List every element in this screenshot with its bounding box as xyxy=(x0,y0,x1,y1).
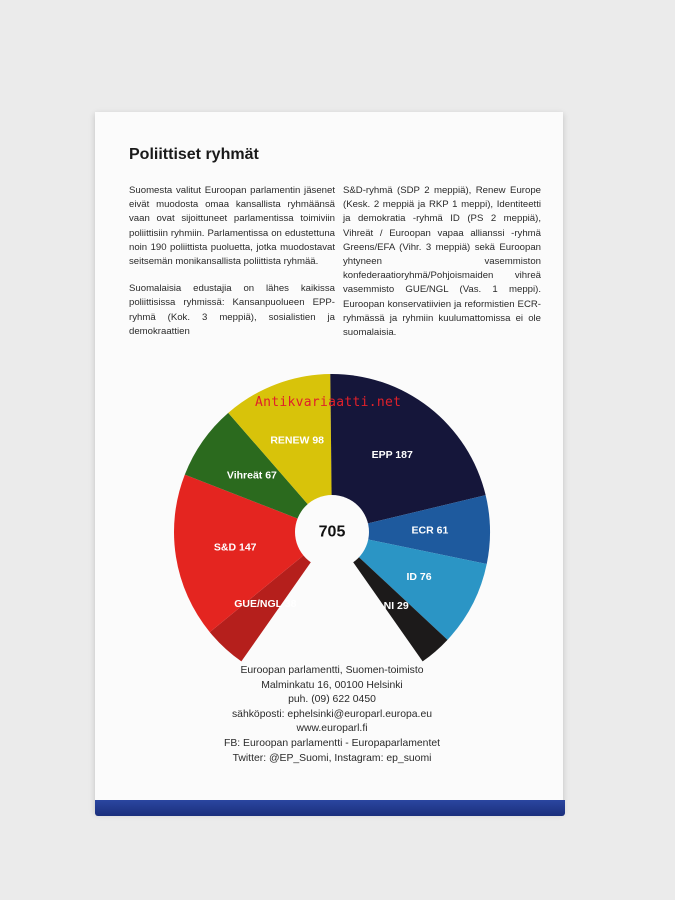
contact-web: www.europarl.fi xyxy=(296,723,368,735)
chart-label-id: ID 76 xyxy=(406,571,432,583)
paragraph: Suomalaisia edustajia on lähes kaikissa poliittisissa ryhmissä: Kansanpuolueen EPP-ryhmä (Kok. 3 meppiä), sosialistien ja demokraattien xyxy=(129,283,335,337)
contact-phone: puh. (09) 622 0450 xyxy=(288,694,376,706)
page-title: Poliittiset ryhmät xyxy=(129,146,259,163)
chart-label-renew: RENEW 98 xyxy=(270,434,325,447)
page-bottom-stripe xyxy=(95,800,565,816)
paragraph: Suomesta valitut Euroopan parlamentin jäsenet eivät muodosta omaa kansallista ryhmäänsä vaan ovat sijoittuneet parlamentissa toimiviin poliittisiin ryhmiin. Parlamentissa on edustettuna noin 190 poliittista puoluetta, jotka muodostavat seitsemän monikansallista poliittista ryhmää. xyxy=(129,185,335,268)
contact-social: Twitter: @EP_Suomi, Instagram: ep_suomi xyxy=(232,752,432,764)
contact-facebook: FB: Euroopan parlamentti - Europaparlamentet xyxy=(223,737,440,749)
watermark: Antikvariaatti.net xyxy=(255,395,402,410)
brochure-page xyxy=(95,112,563,812)
chart-label-ni: NI 29 xyxy=(383,600,409,612)
chart-total-label: 705 xyxy=(318,523,346,541)
chart-label-epp: EPP 187 xyxy=(371,448,413,461)
seat-distribution-chart xyxy=(95,112,563,672)
contact-org: Euroopan parlamentti, Suomen-toimisto xyxy=(240,665,424,676)
contact-info xyxy=(95,664,563,766)
chart-label-vihre-t: Vihreät 67 xyxy=(226,469,277,482)
contact-email: sähköposti: ephelsinki@europarl.europa.eu xyxy=(231,708,432,720)
chart-label-ecr: ECR 61 xyxy=(411,524,449,537)
chart-label-s-d: S&D 147 xyxy=(213,541,257,554)
contact-address: Malminkatu 16, 00100 Helsinki xyxy=(261,679,403,691)
chart-label-gue-ngl: GUE/NGL 38 xyxy=(234,597,297,610)
paragraph: S&D-ryhmä (SDP 2 meppiä), Renew Europe (Kesk. 2 meppiä ja RKP 1 meppi), Identiteetti ja demokratia -ryhmä ID (PS 2 meppiä), Vihreät / Euroopan vapaa allianssi -ryhmä Greens/EFA (Vihr. 3 meppiä) sekä Euroopan yhtyneen vasemmiston konfederaatioryhmä/Pohjoismaiden vihreä vasemmisto GUE/NGL (Vas. 1 meppi). Euroopan konservatiivien ja reformistien ECR-ryhmässä ja ryhmiin kuulumattomissa ei ole suomalaisia. xyxy=(343,185,541,339)
